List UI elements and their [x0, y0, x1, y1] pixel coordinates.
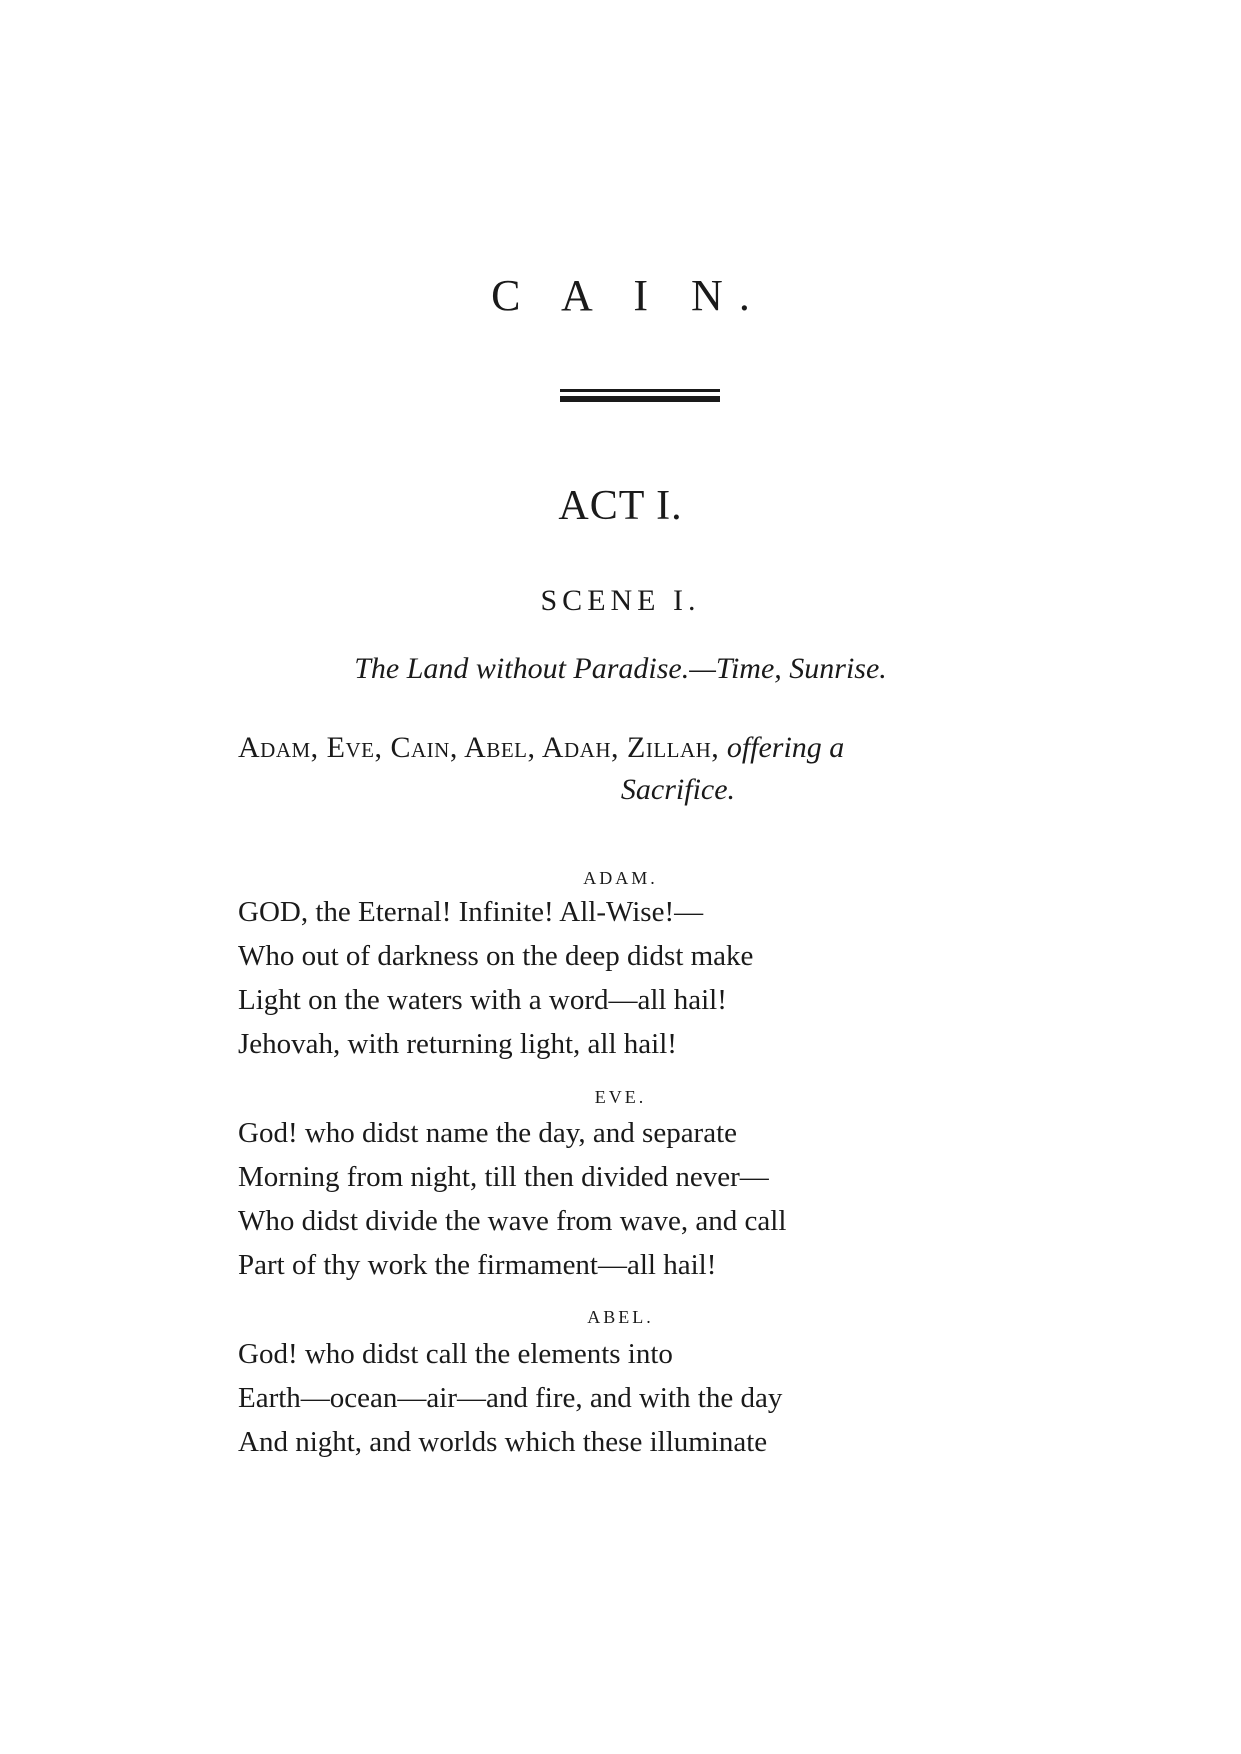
act-heading: ACT I.: [558, 483, 683, 529]
verse-line: God! who didst name the day, and separate: [238, 1117, 738, 1149]
dramatis-personae: [238, 733, 1038, 805]
verse-line: Light on the waters with a word—all hail!: [238, 984, 727, 1016]
verse-line: Who out of darkness on the deep didst make: [238, 940, 754, 972]
scene-heading: SCENE I.: [540, 584, 701, 617]
persons-direction-b: Sacrifice.: [620, 773, 736, 806]
verse-line: Part of thy work the firmament—all hail!: [238, 1249, 717, 1281]
persons-direction-a: offering a: [726, 731, 845, 764]
title-rule-thick: [560, 396, 720, 402]
verse-line: GOD, the Eternal! Infinite! All-Wise!—: [238, 896, 704, 928]
verse-line: Earth—ocean—air—and fire, and with the day: [238, 1382, 783, 1414]
speaker-abel: ABEL.: [587, 1307, 654, 1327]
verse-line: Jehovah, with returning light, all hail!: [238, 1028, 677, 1060]
speaker-adam: ADAM.: [583, 868, 658, 888]
title-rule-thin: [560, 389, 720, 392]
speech-eve: [238, 1111, 786, 1287]
verse-line: Who didst divide the wave from wave, and call: [238, 1205, 787, 1237]
persons-names: Adam, Eve, Cain, Abel, Adah, Zillah,: [238, 731, 720, 764]
persons-line-1: [238, 733, 1038, 763]
scene-setting: The Land without Paradise.—Time, Sunrise.: [354, 652, 887, 685]
speech-abel: [238, 1332, 782, 1464]
verse-line: And night, and worlds which these illuminate: [238, 1426, 768, 1458]
play-title: C A I N.: [491, 271, 766, 320]
verse-line: God! who didst call the elements into: [238, 1338, 673, 1370]
speech-adam: [238, 890, 753, 1066]
verse-line: Morning from night, till then divided never—: [238, 1161, 769, 1193]
speaker-eve: EVE.: [594, 1087, 647, 1107]
